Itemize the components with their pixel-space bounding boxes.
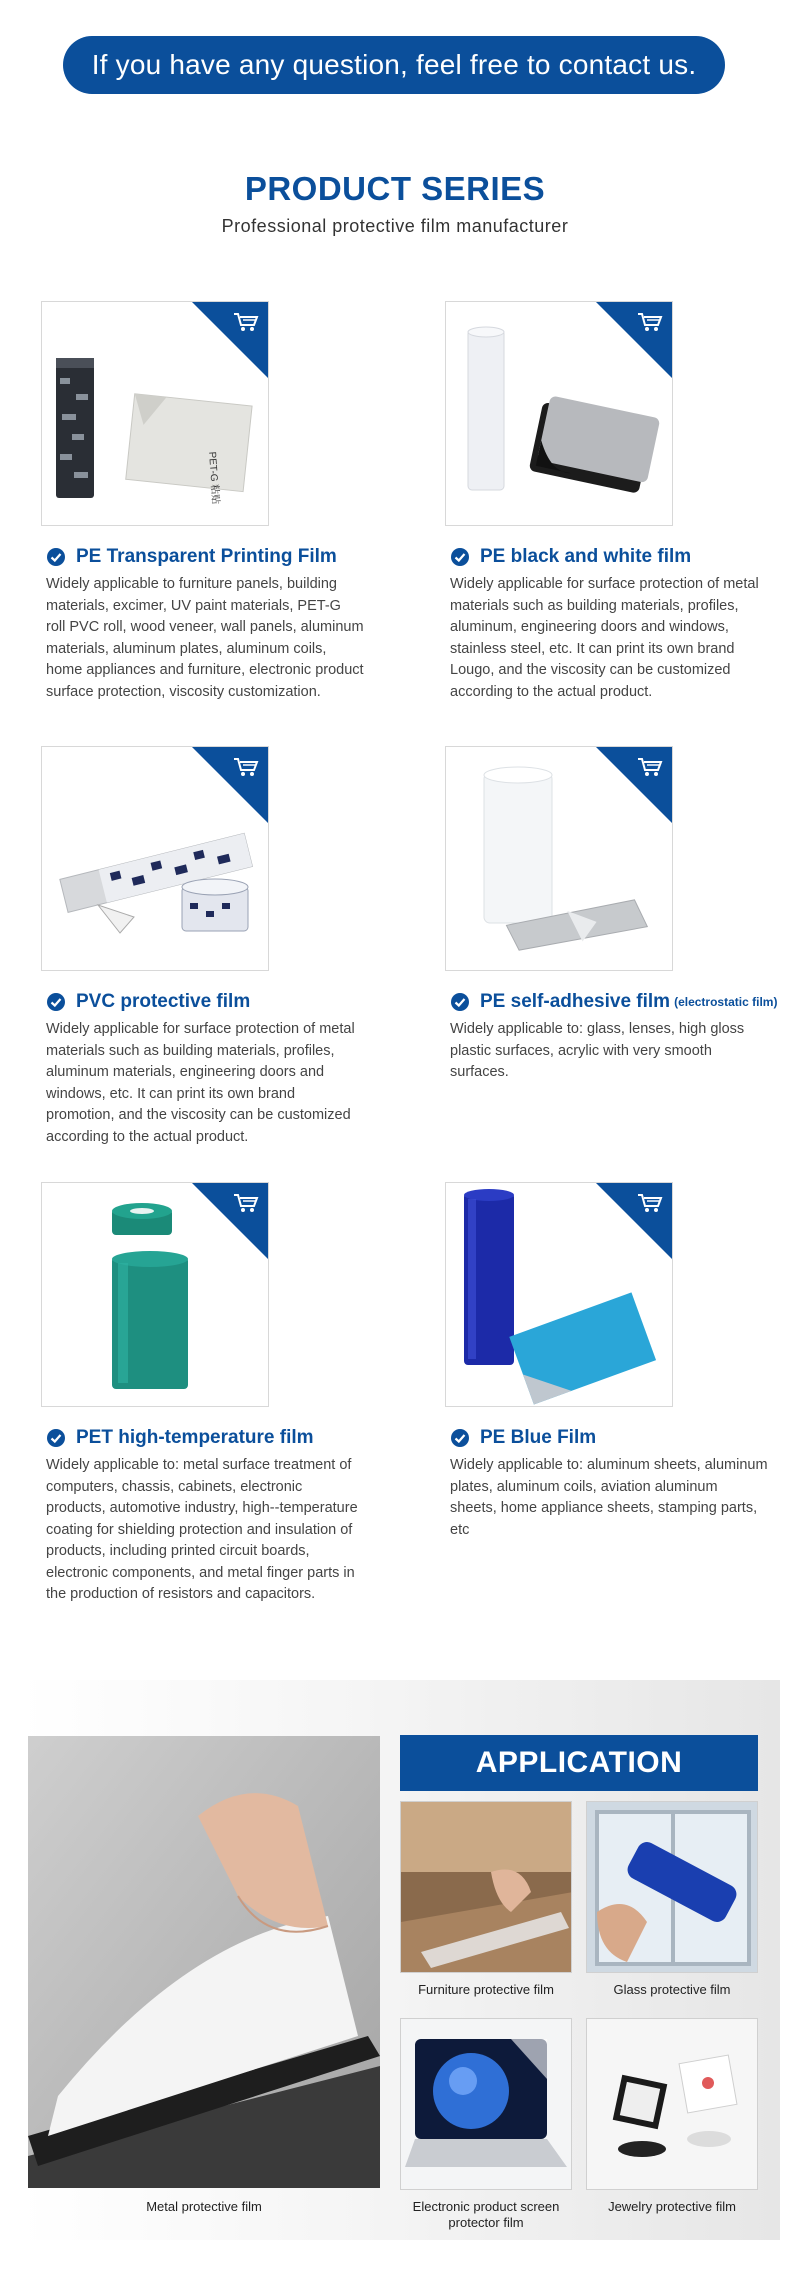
product-card[interactable] [445, 746, 785, 1084]
cart-icon[interactable] [636, 310, 664, 334]
product-card[interactable] [445, 301, 785, 703]
cart-icon[interactable] [636, 755, 664, 779]
product-image[interactable] [41, 746, 269, 971]
product-description: Widely applicable to: glass, lenses, high gloss plastic surfaces, acrylic with very smooth surfaces. [450, 1021, 745, 1080]
cart-icon[interactable] [636, 1191, 664, 1215]
product-image[interactable] [445, 301, 673, 526]
product-title-text: PE Blue Film [480, 1427, 597, 1448]
product-title[interactable] [41, 991, 381, 1013]
app-caption-metal: Metal protective film [146, 2199, 262, 2214]
product-image[interactable] [41, 1182, 269, 1407]
app-image-glass[interactable] [586, 1801, 758, 1973]
app-image-furniture[interactable] [400, 1801, 572, 1973]
product-title-text: PVC protective film [76, 991, 251, 1012]
product-description: Widely applicable to: aluminum sheets, aluminum plates, aluminum coils, aviation aluminum sheets, home appliance sheets, stamping parts, etc [450, 1457, 768, 1538]
cart-icon[interactable] [232, 755, 260, 779]
product-title-note: (electrostatic film) [674, 995, 778, 1009]
product-title-text: PE self-adhesive film [480, 991, 671, 1012]
product-description: Widely applicable for surface protection of metal materials such as building materials, profiles, aluminum, engineering doors and windows, stainless steel, etc. It can print its own brand Lougo, and the viscosity can be customized according to the actual product. [450, 576, 759, 700]
product-card[interactable] [445, 1182, 785, 1541]
product-card[interactable] [41, 746, 381, 1148]
check-circle-icon [450, 992, 470, 1012]
check-circle-icon [46, 547, 66, 567]
product-description: Widely applicable for surface protection of metal materials such as building materials, profiles, aluminum materials, engineering doors and windows, etc. It can print its own brand promotion, and the viscosity can be customized according to the actual product. [46, 1021, 355, 1145]
product-image[interactable] [445, 746, 673, 971]
product-title[interactable] [445, 1427, 785, 1449]
section-subtitle: Professional protective film manufacturer [221, 216, 569, 236]
app-caption-jewelry: Jewelry protective film [608, 2199, 736, 2214]
product-title[interactable] [445, 546, 785, 568]
product-title[interactable] [41, 546, 381, 568]
app-image-jewelry[interactable] [586, 2018, 758, 2190]
product-title[interactable] [41, 1427, 381, 1449]
app-image-jewelry-art [587, 2019, 758, 2190]
app-image-electronic[interactable] [400, 2018, 572, 2190]
app-caption-glass: Glass protective film [613, 1982, 731, 1997]
app-caption-furniture: Furniture protective film [418, 1982, 554, 1997]
app-image-furniture-art [401, 1802, 572, 1973]
product-description: Widely applicable to: metal surface treatment of computers, chassis, cabinets, electronic products, automotive industry, high--temperature coating for shielding protection and insulation of products, including printed circuit boards, electronic components, and metal finger parts in the production of resistors and capacitors. [46, 1457, 358, 1602]
product-title[interactable] [445, 991, 785, 1013]
metal-film-photo[interactable] [28, 1736, 380, 2188]
cart-icon[interactable] [232, 1191, 260, 1215]
product-card[interactable] [41, 301, 381, 703]
cart-icon[interactable] [232, 310, 260, 334]
product-image[interactable] [41, 301, 269, 526]
app-caption-electronic: Electronic product screen protector film [412, 2199, 560, 2230]
product-title-text: PE Transparent Printing Film [76, 546, 337, 567]
product-title-text: PET high-temperature film [76, 1427, 314, 1448]
svg-text:PET-G 粘贴: PET-G 粘贴 [206, 451, 221, 505]
check-circle-icon [46, 1428, 66, 1448]
product-title-text: PE black and white film [480, 546, 692, 567]
product-image[interactable] [445, 1182, 673, 1407]
contact-banner[interactable]: If you have any question, feel free to contact us. [63, 36, 725, 94]
app-image-glass-art [587, 1802, 758, 1973]
product-description: Widely applicable to furniture panels, building materials, excimer, UV paint materials, PET-G roll PVC roll, wood veneer, wall panels, aluminum materials, aluminum plates, aluminum coils, home appliances and furniture, electronic product surface protection, viscosity customization. [46, 576, 364, 700]
check-circle-icon [46, 992, 66, 1012]
application-header: APPLICATION [400, 1735, 758, 1791]
product-card[interactable] [41, 1182, 381, 1606]
metal-film-photo-art [28, 1736, 380, 2188]
check-circle-icon [450, 547, 470, 567]
check-circle-icon [450, 1428, 470, 1448]
section-title: PRODUCT SERIES [244, 170, 546, 207]
app-image-electronic-art [401, 2019, 572, 2190]
